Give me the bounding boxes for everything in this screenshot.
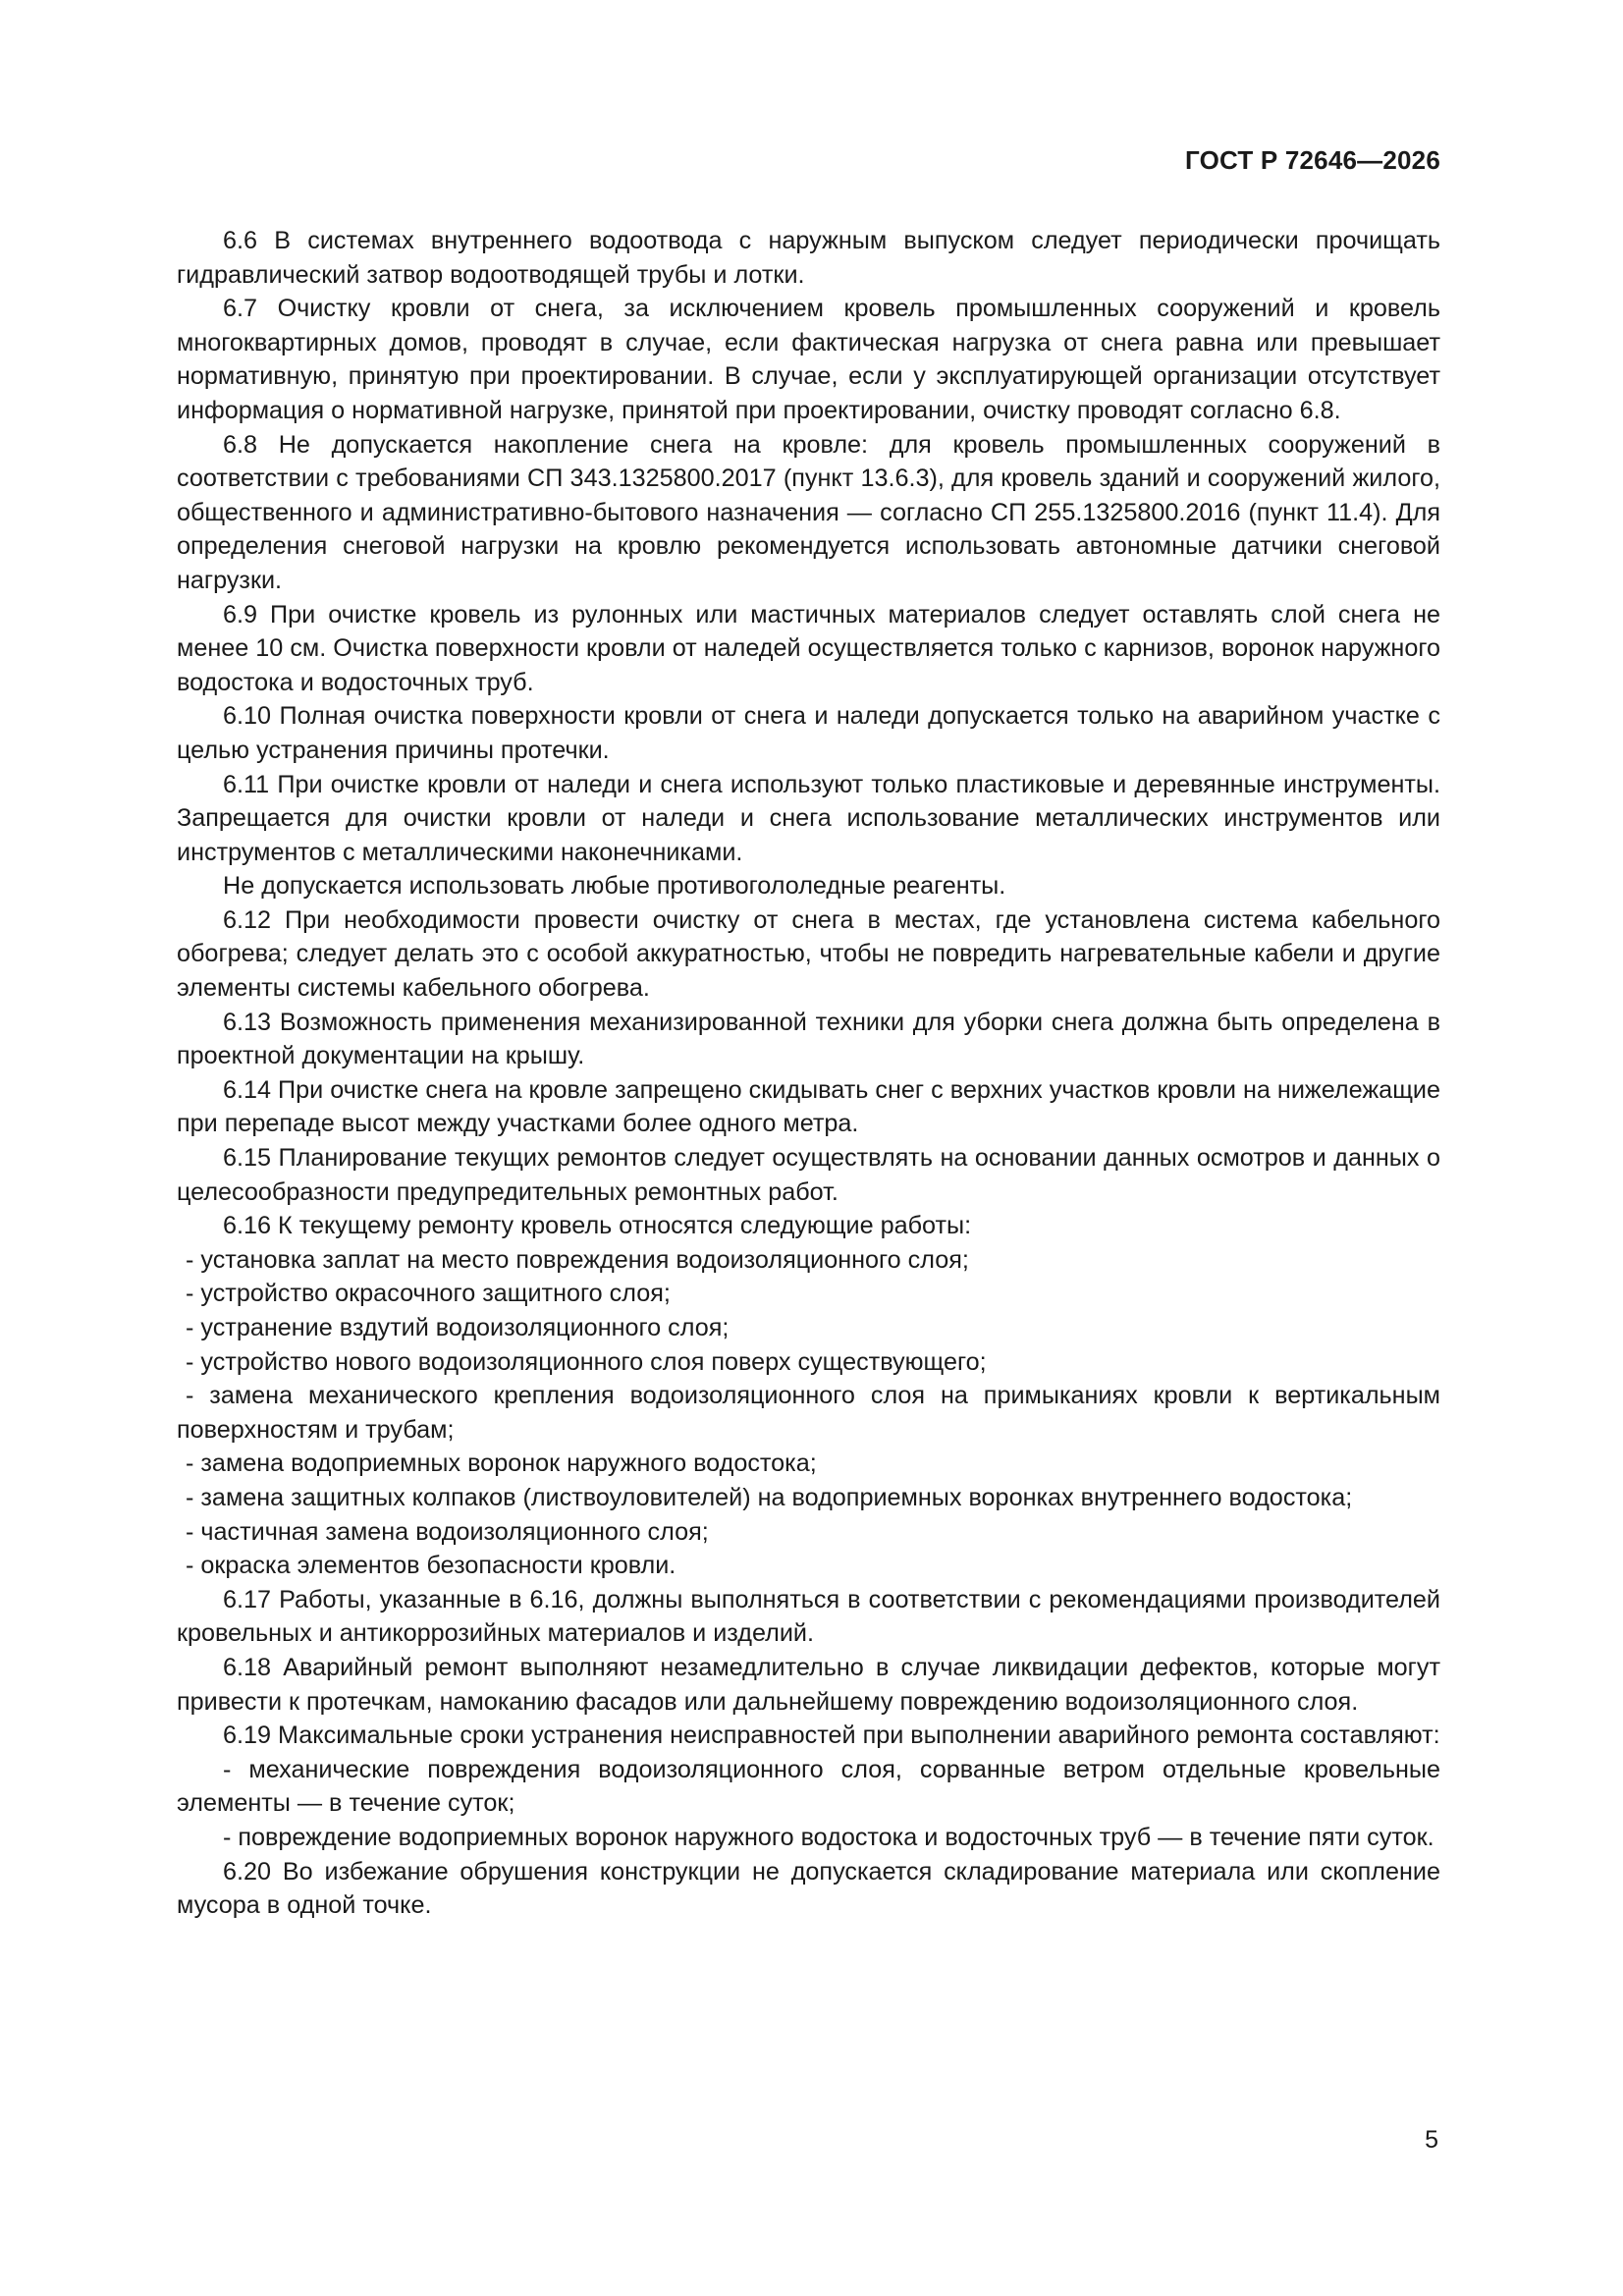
list-item: - частичная замена водоизоляционного слоя; [186, 1517, 709, 1546]
paragraph: 6.19 Максимальные сроки устранения неисправностей при выполнении аварийного ремонта составляют: [223, 1722, 1440, 1750]
paragraph: 6.10 Полная очистка поверхности кровли от снега и наледи допускается только на аварийном участке с целью устранения причины протечки. [177, 702, 1440, 764]
paragraph: 6.9 При очистке кровель из рулонных или мастичных материалов следует оставлять слой снега не менее 10 см. Очистка поверхности кровли от наледей осуществляется только с карнизов, воронок наружного водостока и водосточных труб. [177, 600, 1440, 696]
list-item: - окраска элементов безопасности кровли. [186, 1552, 676, 1580]
paragraph: 6.8 Не допускается накопление снега на кровле: для кровель промышленных сооружений в соответствии с требованиями СП 343.1325800.2017 (пункт 13.6.3), для кровель зданий и сооружений жилого, общественного и административно-бытового назначения — согласно СП 255.1325800.2016 (пункт 11.4). Для определения снеговой нагрузки на кровлю рекомендуется использовать автономные датчики снеговой нагрузки. [177, 430, 1440, 594]
paragraph: 6.13 Возможность применения механизированной техники для уборки снега должна быть определена в проектной документации на крышу. [177, 1008, 1440, 1070]
list-item: - механические повреждения водоизоляционного слоя, сорванные ветром отдельные кровельные элементы — в течение суток; [177, 1755, 1440, 1818]
paragraph: 6.12 При необходимости провести очистку от снега в местах, где установлена система кабельного обогрева; следует делать это с особой аккуратностью, чтобы не повредить нагревательные кабели и другие элементы системы кабельного обогрева. [177, 905, 1440, 1003]
paragraph: 6.11 При очистке кровли от наледи и снега используют только пластиковые и деревянные инструменты. Запрещается для очистки кровли от наледи и снега использование металлических инструментов или инструментов с металлическими наконечниками. [177, 770, 1440, 866]
document-body [177, 224, 1440, 1923]
list-item: - замена водоприемных воронок наружного водостока; [186, 1449, 817, 1478]
list-item: - устройство окрасочного защитного слоя; [186, 1280, 671, 1308]
paragraph: 6.16 К текущему ремонту кровель относятся следующие работы: [223, 1212, 972, 1240]
paragraph: 6.14 При очистке снега на кровле запрещено скидывать снег с верхних участков кровли на нижележащие при перепаде высот между участками более одного метра. [177, 1075, 1440, 1138]
paragraph: 6.18 Аварийный ремонт выполняют незамедлительно в случае ликвидации дефектов, которые могут привести к протечкам, намоканию фасадов или дальнейшему повреждению водоизоляционного слоя. [177, 1653, 1440, 1716]
list-item: - установка заплат на место повреждения водоизоляционного слоя; [186, 1245, 969, 1274]
paragraph: Не допускается использовать любые противогололедные реагенты. [223, 872, 1006, 901]
page-number: 5 [1425, 2126, 1438, 2154]
paragraph: 6.15 Планирование текущих ремонтов следует осуществлять на основании данных осмотров и данных о целесообразности предупредительных ремонтных работ. [177, 1144, 1440, 1206]
paragraph: 6.17 Работы, указанные в 6.16, должны выполняться в соответствии с рекомендациями производителей кровельных и антикоррозийных материалов и изделий. [177, 1585, 1440, 1648]
paragraph: 6.7 Очистку кровли от снега, за исключением кровель промышленных сооружений и кровель многоквартирных домов, проводят в случае, если фактическая нагрузка от снега равна или превышает нормативную, принятую при проектировании. В случае, если у эксплуатирующей организации отсутствует информация о нормативной нагрузке, принятой при проектировании, очистку проводят согласно 6.8. [177, 295, 1440, 424]
document-header: ГОСТ Р 72646—2026 [1185, 145, 1440, 175]
paragraph: 6.20 Во избежание обрушения конструкции не допускается складирование материала или скопление мусора в одной точке. [177, 1857, 1440, 1920]
paragraph: 6.6 В системах внутреннего водоотвода с наружным выпуском следует периодически прочищать гидравлический затвор водоотводящей трубы и лотки. [177, 227, 1440, 289]
list-item: - замена защитных колпаков (листвоуловителей) на водоприемных воронках внутреннего водостока; [186, 1483, 1353, 1511]
list-item: - устройство нового водоизоляционного слоя поверх существующего; [186, 1347, 987, 1376]
list-item: - устранение вздутий водоизоляционного слоя; [186, 1314, 730, 1341]
list-item: - замена механического крепления водоизоляционного слоя на примыканиях кровли к вертикальным поверхностям и трубам; [177, 1382, 1440, 1444]
list-item: - повреждение водоприемных воронок наружного водостока и водосточных труб — в течение пяти суток. [223, 1823, 1434, 1851]
